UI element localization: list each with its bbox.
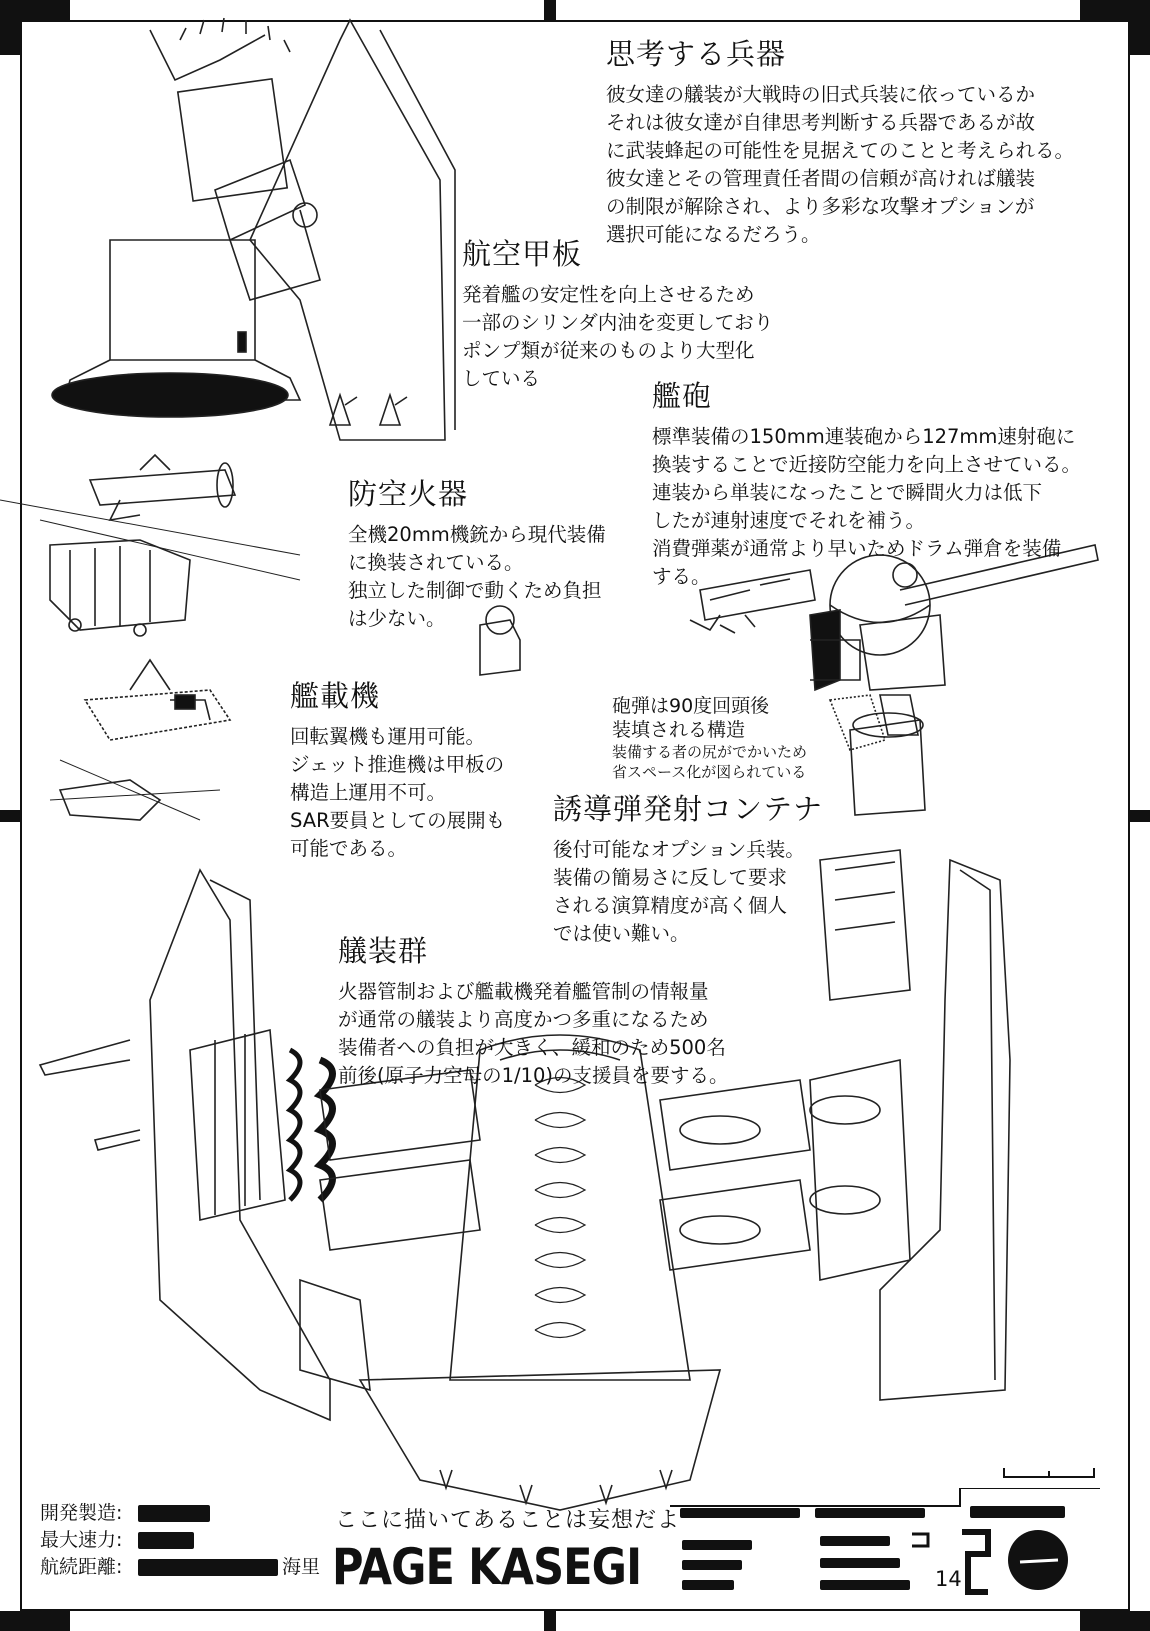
redaction-bar bbox=[138, 1559, 278, 1576]
spec-label: 最大速力: bbox=[40, 1529, 123, 1551]
delusion-note: ここに描いてあることは妄想だよ bbox=[335, 1508, 681, 1533]
shell-caption-sub: 装備する者の尻がでかいため 省スペース化が図られている bbox=[612, 743, 808, 781]
section-body: 後付可能なオプション兵装。 装備の簡易さに反して要求 される演算精度が高く個人 では使い難い。 bbox=[553, 838, 805, 946]
shell-caption-main: 砲弾は90度回頭後 装填される構造 bbox=[612, 695, 770, 741]
redaction-bar bbox=[138, 1532, 194, 1549]
section-title: 防空火器 bbox=[348, 477, 469, 511]
section-rigging-group bbox=[338, 935, 729, 1090]
section-body: 発着艦の安定性を向上させるため 一部のシリンダ内油を変更しており ポンプ類が従来のものより大型化 している bbox=[462, 283, 774, 391]
spec-max-speed bbox=[40, 1527, 320, 1554]
section-title: 思考する兵器 bbox=[606, 37, 787, 71]
section-title: 艤装群 bbox=[338, 934, 429, 968]
section-body: 全機20mm機銃から現代装備 に換装されている。 独立した制御で動くため負担 は少ない。 bbox=[348, 523, 606, 631]
spec-label: 航続距離: bbox=[40, 1556, 123, 1578]
redacted-stamp bbox=[670, 1488, 1100, 1604]
section-title: 誘導弾発射コンテナ bbox=[553, 792, 824, 826]
spec-label: 開発製造: bbox=[40, 1502, 123, 1524]
section-thinking-weapon bbox=[606, 38, 1074, 249]
section-carrier-aircraft bbox=[290, 680, 505, 863]
section-anti-air bbox=[348, 478, 606, 633]
section-title: 艦載機 bbox=[290, 679, 381, 713]
section-naval-gun bbox=[652, 380, 1081, 591]
redaction-bar bbox=[138, 1505, 210, 1522]
section-body: 回転翼機も運用可能。 ジェット推進機は甲板の 構造上運用不可。 SAR要員としての展開も 可能である。 bbox=[290, 725, 506, 861]
page-title: PAGE KASEGI bbox=[332, 1538, 642, 1596]
flight-deck-illustration bbox=[52, 18, 455, 440]
section-body: 標準装備の150mm連装砲から127mm速射砲に 換装することで近接防空能力を向上させている。 連装から単装になったことで瞬間火力は低下 したが連射速度でそれを補う。 消費弾薬が通常より早いためドラム弾倉を装備 する。 bbox=[652, 425, 1082, 589]
scale-bar bbox=[1003, 1466, 1095, 1478]
section-flight-deck bbox=[462, 238, 773, 393]
spec-development bbox=[40, 1500, 320, 1527]
section-body: 火器管制および艦載機発着艦管制の情報量 が通常の艤装より高度かつ多重になるため 装備者への負担が大きく、緩和のため500名 前後(原子力空母の1/10)の支援員を要する。 bbox=[338, 980, 729, 1088]
shell-caption bbox=[612, 670, 807, 806]
page-number: 14 bbox=[935, 1567, 962, 1591]
section-title: 艦砲 bbox=[652, 379, 713, 413]
section-title: 航空甲板 bbox=[462, 237, 583, 271]
range-suffix: 海里 bbox=[282, 1556, 321, 1578]
section-missile-container bbox=[553, 793, 823, 948]
spec-range bbox=[40, 1554, 320, 1581]
spec-block bbox=[40, 1500, 320, 1581]
section-body: 彼女達の艤装が大戦時の旧式兵装に依っているか それは彼女達が自律思考判断する兵器であるが故 に武装蜂起の可能性を見据えてのことと考えられる。 彼女達とその管理責任者間の信頼が高ければ艤装 の制限が解除され、より多彩な攻撃オプションが 選択可能になるだろう。 bbox=[606, 83, 1075, 247]
